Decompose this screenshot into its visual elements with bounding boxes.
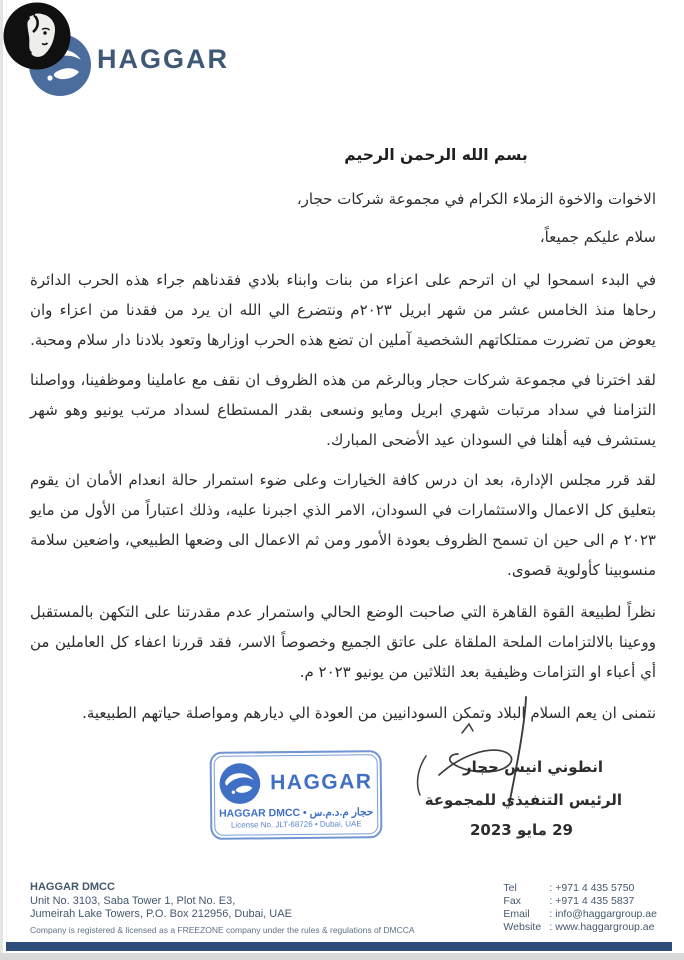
contact-row-website bbox=[503, 921, 657, 934]
contact-row-tel bbox=[503, 882, 657, 895]
footer-address-line-2: Jumeirah Lake Towers, P.O. Box 212956, Dubai, UAE bbox=[30, 908, 292, 920]
footer-company-name: HAGGAR DMCC bbox=[30, 881, 115, 893]
footer-divider-bar bbox=[6, 942, 672, 951]
contact-value: : +971 4 435 5750 bbox=[549, 882, 635, 894]
footer-address-block bbox=[30, 881, 415, 937]
scan-edge bbox=[0, 0, 3, 960]
contact-value: : www.haggargroup.ae bbox=[549, 921, 655, 933]
contact-row-fax bbox=[503, 895, 657, 908]
stamp-license-line: License No. JLT-68726 • Dubai, UAE bbox=[230, 819, 362, 830]
greeting-line: الاخوات والاخوة الزملاء الكرام في مجموعة شركات حجار، bbox=[296, 190, 656, 208]
salutation-line: سلام عليكم جميعاً، bbox=[539, 228, 656, 246]
body-paragraph-3: لقد قرر مجلس الإدارة، بعد ان درس كافة الخيارات وعلى ضوء استمرار حالة انعدام الأمان ان يقوم بتعليق كل الاعمال والاستثمارات في السودان، الامر الذي اجبرنا عليه، وذلك اعتباراً من الأول من مايو ٢٠٢٣ م الى حين ان تسمح الظروف بعودة الأمور ومن ثم الاعمال الى وضعها الطبيعي، واضعين سلامة منسوبينا كأولوية قصوى. bbox=[30, 471, 656, 579]
brand-wordmark: HAGGAR bbox=[97, 44, 229, 74]
body-paragraph-4: نظراً لطبيعة القوة القاهرة التي صاحبت الوضع الحالي واستمرار عدم مقدرتنا على التكهن بالمستقبل ووعينا بالالتزامات الملحة الملقاة على عاتق الجميع وخصوصاً الاسر، فقد قررنا اعفاء كل العاملين من أي أعباء او التزامات وظيفية بعد الثلاثين من يونيو ٢٠٢٣ م. bbox=[30, 603, 656, 681]
footer-disclaimer: Company is registered & licensed as a FREEZONE company under the rules & regulations of DMCCA bbox=[30, 924, 415, 935]
letter-date: 29 مايو 2023 bbox=[469, 821, 573, 839]
footer-contact-block bbox=[503, 882, 657, 934]
woman-portrait-avatar bbox=[3, 2, 71, 70]
contact-value: : info@haggargroup.ae bbox=[549, 908, 657, 920]
signatory-title: الرئيس التنفيذي للمجموعة bbox=[424, 791, 622, 809]
body-paragraph-2: لقد اخترنا في مجموعة شركات حجار وبالرغم من هذه الظروف ان نقف مع عاملينا وموظفينا، وواصلنا التزامنا في سداد مرتبات شهري ابريل ومايو ونسعى بقدر المستطاع لسداد مرتب يونيو وهو شهر يستشرف فيه أهلنا في السودان عيد الأضحى المبارك. bbox=[30, 371, 656, 449]
footer-address-line-1: Unit No. 3103, Saba Tower 1, Plot No. E3, bbox=[30, 894, 236, 907]
stamp-haggar-logo-icon bbox=[219, 762, 261, 804]
contact-row-email bbox=[503, 908, 657, 921]
contact-label: Fax bbox=[503, 895, 521, 907]
contact-value: : +971 4 435 5837 bbox=[549, 895, 635, 907]
scan-edge-line bbox=[6, 0, 7, 960]
signatory-name: انطوني انيس حجار bbox=[462, 758, 603, 776]
contact-label: Tel bbox=[503, 882, 517, 894]
scan-bottom-edge bbox=[0, 953, 684, 960]
body-paragraph-1: في البدء اسمحوا لي ان اترحم على اعزاء من بنات وابناء بلادي فقدناهم جراء هذه الحرب الدائرة رحاها منذ الخامس عشر من شهر ابريل ٢٠٢٣م ونتضرع الي الله ان يرد من فقدنا من اعزاء وان يعوض من تضررت ممتلكاتهم الشخصية آملين ان تضع هذه الحرب اوزارها وتعود بلادنا دار سلام ومحبة. bbox=[30, 271, 656, 349]
contact-label: Email bbox=[503, 908, 530, 920]
stamp-registration-line: HAGGAR DMCC • حجار م.د.م.س bbox=[218, 806, 374, 820]
contact-label: Website bbox=[503, 921, 542, 933]
bismillah-line: بسم الله الرحمن الرحيم bbox=[344, 146, 528, 164]
stamp-brand: HAGGAR bbox=[270, 770, 373, 795]
closing-line: نتمنى ان يعم السلام البلاد وتمكن السودانيين من العودة الي ديارهم ومواصلة حياتهم الطبيعية. bbox=[82, 704, 656, 722]
letter-body bbox=[30, 143, 656, 725]
company-stamp bbox=[210, 750, 383, 840]
